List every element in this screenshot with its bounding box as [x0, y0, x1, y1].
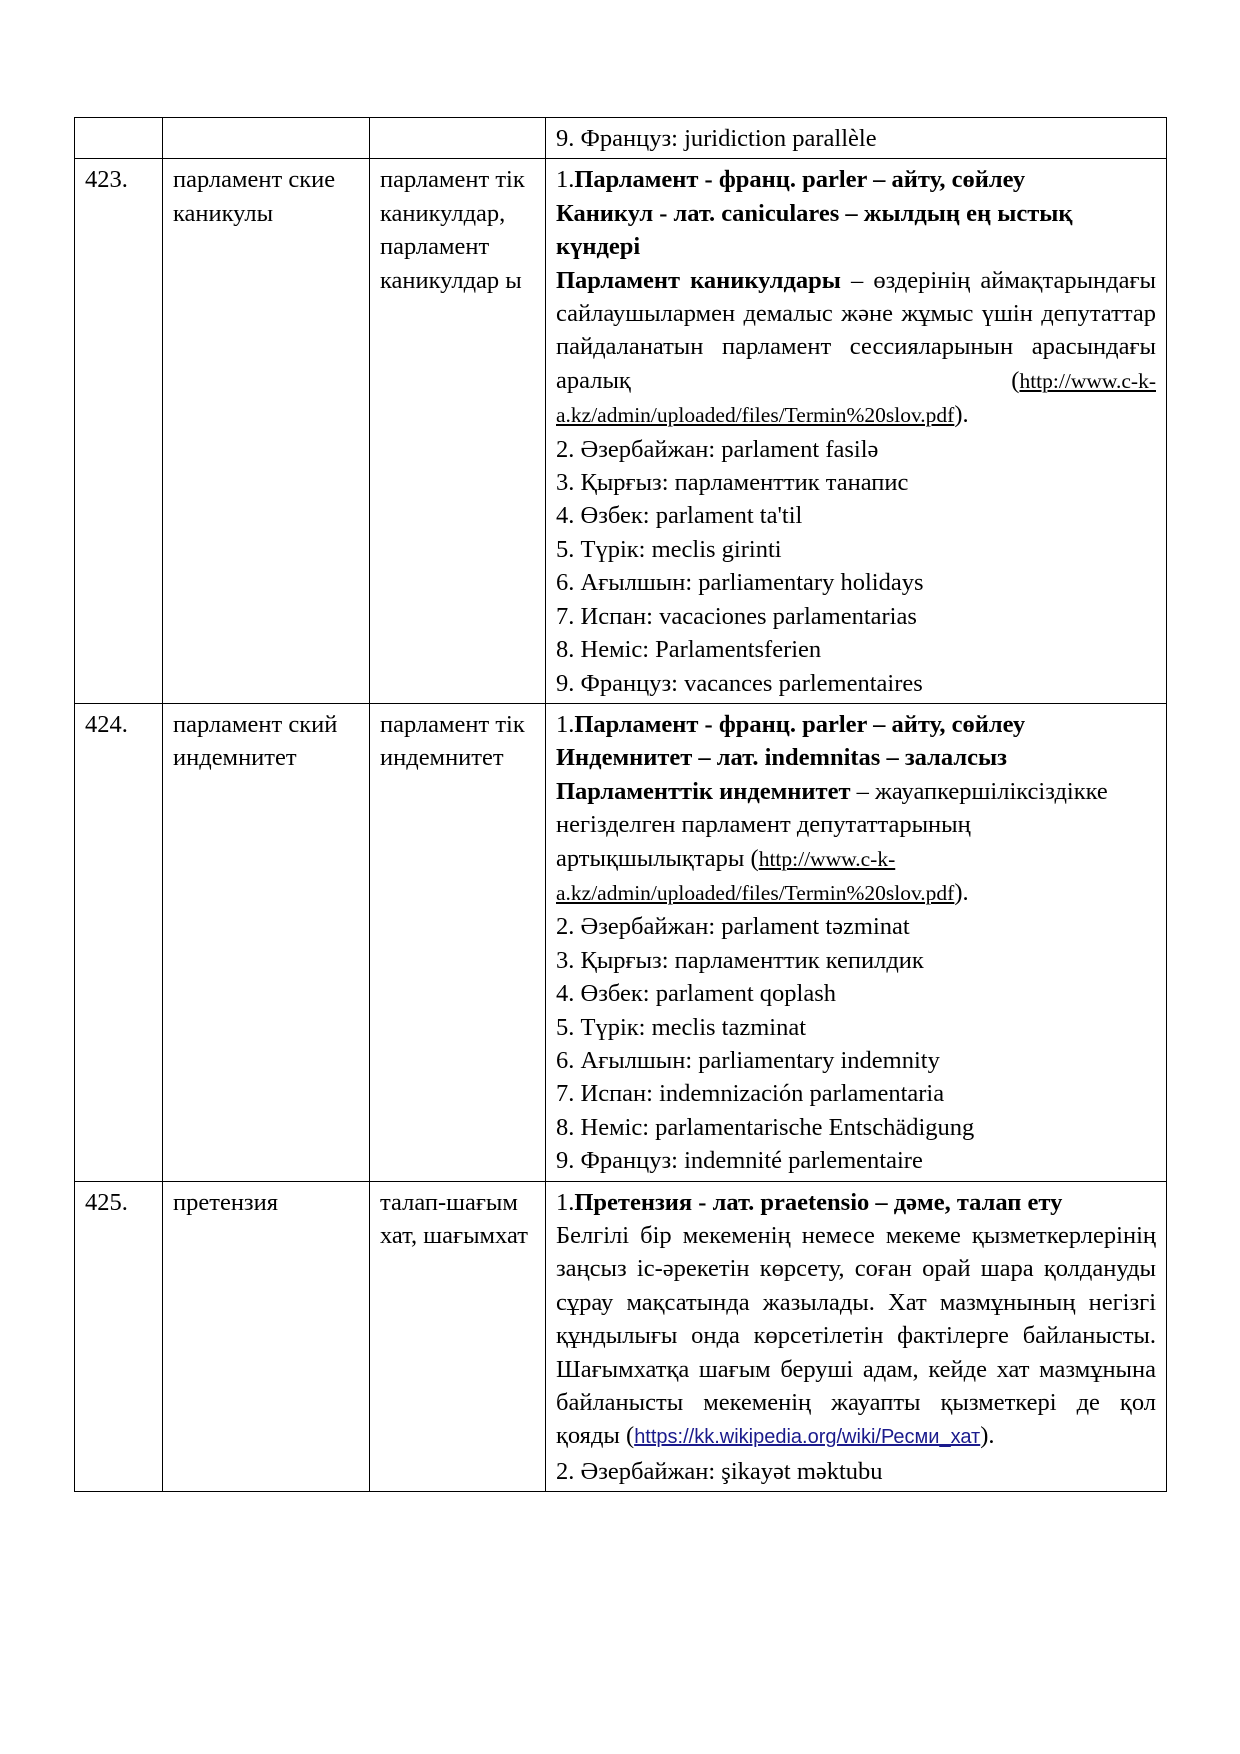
cell-term-ru: парламент ский индемнитет: [163, 703, 370, 1181]
translation-line: 2. Әзербайжан: parlament fasilə: [556, 435, 879, 463]
cell-term-kz: парламент тік индемнитет: [370, 703, 546, 1181]
table-row: [75, 159, 1167, 704]
definition-term: Парламент каникулдары: [556, 266, 841, 294]
definition-term: Парламенттік индемнитет: [556, 777, 851, 805]
translation-line: 4. Өзбек: parlament ta'til: [556, 502, 803, 530]
translation-line: 9. Француз: juridiction parallèle: [556, 125, 877, 152]
cell-description: [546, 118, 1167, 159]
translation-line: 9. Француз: indemnité parlementaire: [556, 1147, 923, 1175]
etymology-bold: Парламент - франц. parler – айту, сөйлеу: [574, 166, 1026, 194]
table-row: [75, 1181, 1167, 1492]
cell-term-ru: [163, 118, 370, 159]
translation-line: 2. Әзербайжан: parlament təzminat: [556, 913, 910, 941]
etymology-line: 1.Парламент - франц. parler – айту, сөйлеу: [556, 710, 1026, 738]
cell-term-ru: парламент ские каникулы: [163, 159, 370, 704]
cell-term-ru: претензия: [163, 1181, 370, 1492]
translation-line: 8. Неміс: Parlamentsferien: [556, 636, 822, 664]
table-row: [75, 118, 1167, 159]
translation-line: 5. Түрік: meclis tazminat: [556, 1013, 807, 1041]
cell-number: 424.: [75, 703, 163, 1181]
cell-description: [546, 159, 1167, 704]
cell-description: [546, 703, 1167, 1181]
etymology-line: 1.Претензия - лат. praetensio – дәме, талап ету: [556, 1188, 1063, 1216]
definition: Парламенттік индемнитет – жауапкершіліксіздікке негізделген парламент депутаттарының артықшылықтары (http://www.c-k-a.kz/admin/uploaded/files/Termin%20slov.pdf).: [556, 777, 1108, 906]
source-link[interactable]: http://www.c-k-a.kz/admin/uploaded/files/Termin%20slov.pdf: [556, 368, 1156, 428]
etymology-bold: Претензия - лат. praetensio – дәме, талап ету: [574, 1188, 1063, 1216]
translation-line: 6. Ағылшын: parliamentary indemnity: [556, 1046, 940, 1074]
translation-line: 3. Қырғыз: парламенттик танапис: [556, 469, 909, 497]
translation-line: 7. Испан: indemnización parlamentaria: [556, 1080, 945, 1108]
translation-line: 7. Испан: vacaciones parlamentarias: [556, 602, 917, 630]
cell-number: 425.: [75, 1181, 163, 1492]
translation-line: 9. Француз: vacances parlementaires: [556, 669, 923, 697]
cell-number: 423.: [75, 159, 163, 704]
source-link[interactable]: https://kk.wikipedia.org/wiki/Ресми_хат: [634, 1426, 981, 1449]
terms-table: [74, 117, 1167, 1492]
translation-line: 3. Қырғыз: парламенттик кепилдик: [556, 946, 924, 974]
etymology-line: 1.Парламент - франц. parler – айту, сөйлеу: [556, 166, 1026, 194]
source-link[interactable]: http://www.c-k-a.kz/admin/uploaded/files/Termin%20slov.pdf: [556, 846, 955, 905]
document-page: [74, 117, 1166, 1492]
translation-line: 8. Неміс: parlamentarische Entschädigung: [556, 1113, 975, 1141]
definition: Белгілі бір мекеменің немесе мекеме қызметкерлерінің заңсыз іс-әрекетін көрсету, соған орай шара қолдануды сұрау мақсатында жазылады. Хат мазмұнының негізгі құндылығы онда көрсетілетін фактілерге байланысты. Шағымхатқа шағым беруші адам, кейде хат мазмұнына байланысты мекеменің жауапты қызметкері де қол қояды (https://kk.wikipedia.org/wiki/Ресми_хат).: [556, 1222, 1156, 1450]
translation-line: 6. Ағылшын: parliamentary holidays: [556, 569, 924, 597]
definition: Парламент каникулдары – өздерінің аймақтарындағы сайлаушылармен демалыс және жұмыс үшін депутаттар пайдаланатын парламент сессияларынын арасындағы аралық (http://www.c-k-a.kz/admin/uploaded/files/Termin%20slov.pdf).: [556, 266, 1156, 429]
etymology-line: Индемнитет – лат. indemnitas – залалсыз: [556, 744, 1007, 772]
etymology-bold: Парламент - франц. parler – айту, сөйлеу: [574, 710, 1026, 738]
translation-line: 4. Өзбек: parlament qoplash: [556, 980, 837, 1008]
translation-line: 2. Әзербайжан: şikayət məktubu: [556, 1457, 883, 1485]
cell-description: [546, 1181, 1167, 1492]
cell-term-kz: талап-шағым хат, шағымхат: [370, 1181, 546, 1492]
etymology-line: Каникул - лат. caniculares – жылдың ең ыстық күндері: [556, 199, 1073, 261]
cell-number: [75, 118, 163, 159]
translation-line: 5. Түрік: meclis girinti: [556, 535, 782, 563]
cell-term-kz: [370, 118, 546, 159]
table-row: [75, 703, 1167, 1181]
cell-term-kz: парламент тік каникулдар, парламент каникулдар ы: [370, 159, 546, 704]
